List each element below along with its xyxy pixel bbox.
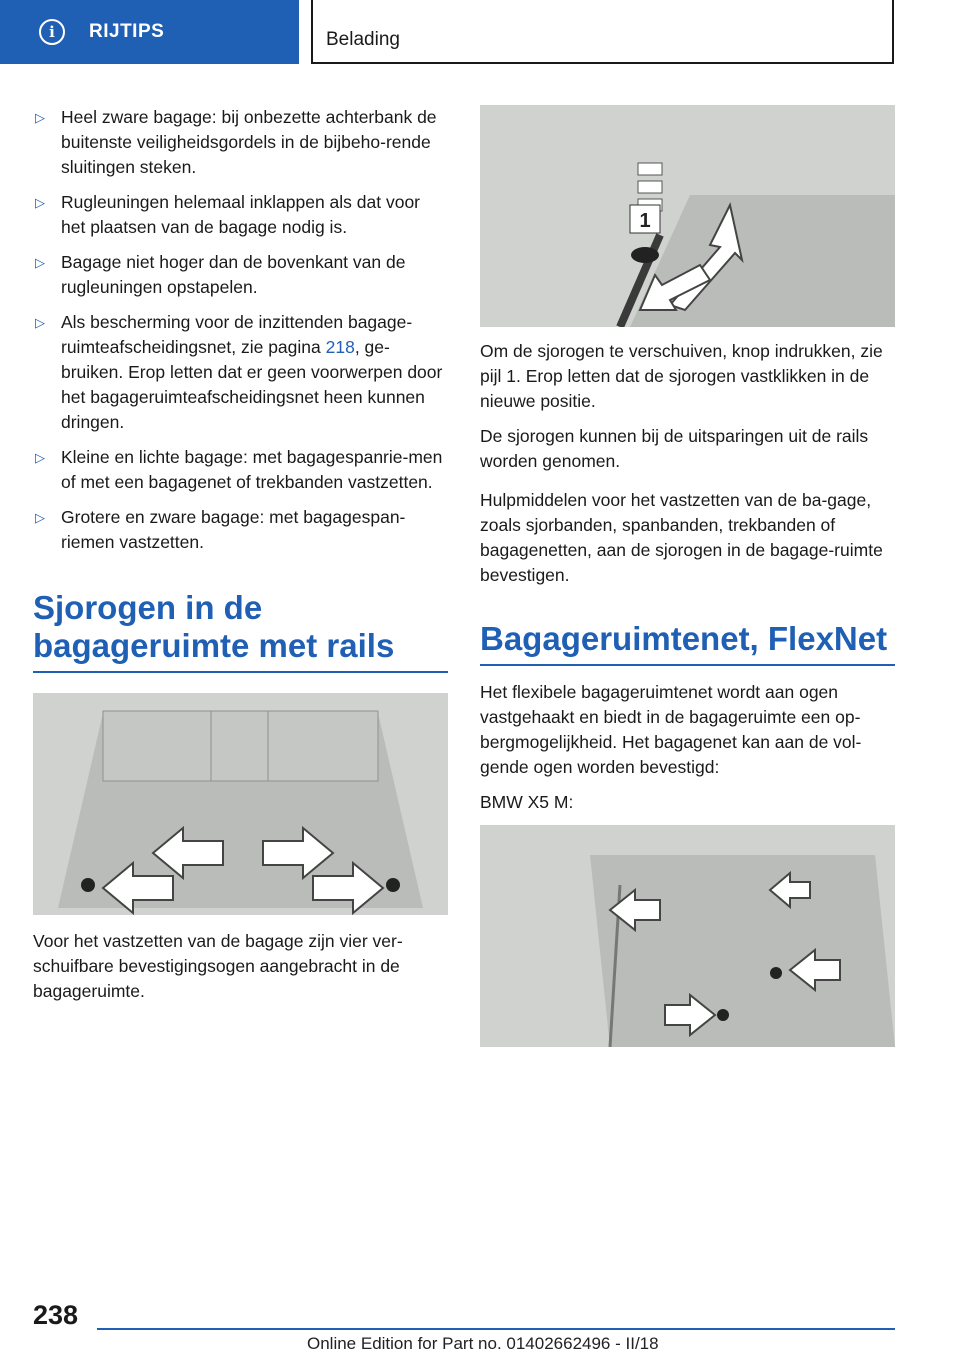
paragraph: Hulpmiddelen voor het vastzetten van de ba-gage, zoals sjorbanden, spanbanden, trekbanden of bagagenetten, aan de sjorogen in de bagage-ruimte bevestigen. (480, 490, 883, 585)
info-icon: i (39, 19, 65, 45)
triangle-bullet-icon: ▷ (35, 110, 45, 125)
section-heading-flexnet: Bagageruimtenet, FlexNet (480, 620, 895, 666)
header-tab-rijtips[interactable] (0, 0, 299, 64)
triangle-bullet-icon: ▷ (35, 450, 45, 465)
footer-rule (97, 1328, 895, 1330)
list-item-text: Heel zware bagage: bij onbezette achterbank de buitenste veiligheidsgordels in de bijbeho-rende sluitingen steken. (61, 107, 437, 177)
list-item-text: Bagage niet hoger dan de bovenkant van de rugleuningen opstapelen. (61, 252, 406, 297)
bullet-list (33, 105, 448, 555)
paragraph: De sjorogen kunnen bij de uitsparingen uit de rails worden genomen. (480, 426, 869, 471)
paragraph: Het flexibele bagageruimtenet wordt aan ogen vastgehaakt en biedt in de bagageruimte een op-bergmogelijkheid. Het bagagenet kan aan de vol-gende ogen worden bevestigd: (480, 682, 862, 777)
list-item (33, 445, 448, 495)
flexnet-cargo-image (480, 825, 895, 1047)
triangle-bullet-icon: ▷ (35, 255, 45, 270)
triangle-bullet-icon: ▷ (35, 195, 45, 210)
list-item (33, 505, 448, 555)
page-number: 238 (33, 1300, 79, 1330)
list-item-text: Als bescherming voor de inzittenden bagage-ruimteafscheidingsnet, zie pagina (61, 312, 413, 357)
list-item (33, 250, 448, 300)
header-tab-label: RIJTIPS (89, 21, 165, 42)
header-section-box (311, 0, 894, 64)
paragraph: BMW X5 M: (480, 792, 574, 812)
right-column (480, 105, 895, 1047)
cargo-area-image (33, 693, 448, 915)
image-caption: Voor het vastzetten van de bagage zijn vier ver-schuifbare bevestigingsogen aangebracht in de bagageruimte. (33, 931, 403, 1001)
section-title: Belading (326, 29, 400, 50)
footer-edition-text: Online Edition for Part no. 01402662496 - II/18 (307, 1334, 659, 1353)
left-column (33, 105, 448, 1014)
list-item-text: Kleine en lichte bagage: met bagagespanrie-men of met een bagagenet of trekbanden vastzetten. (61, 447, 443, 492)
triangle-bullet-icon: ▷ (35, 315, 45, 330)
page-link-218[interactable]: 218 (325, 337, 355, 357)
list-item-text: Rugleuningen helemaal inklappen als dat voor het plaatsen van de bagage nodig is. (61, 192, 420, 237)
triangle-bullet-icon: ▷ (35, 510, 45, 525)
list-item (33, 105, 448, 180)
list-item (33, 310, 448, 435)
list-item-text: Grotere en zware bagage: met bagagespan-riemen vastzetten. (61, 507, 406, 552)
paragraph: Om de sjorogen te verschuiven, knop indrukken, zie pijl 1. Erop letten dat de sjorogen vastklikken in de nieuwe positie. (480, 341, 883, 411)
rail-slide-diagram (480, 105, 895, 327)
list-item-text: , ge-bruiken. Erop letten dat er geen voorwerpen door het bagageruimteafscheidingsnet heen kunnen dringen. (61, 337, 443, 432)
list-item (33, 190, 448, 240)
arrow-label: 1 (639, 210, 651, 232)
section-heading-sjorogen: Sjorogen in de bagageruimte met rails (33, 589, 448, 673)
